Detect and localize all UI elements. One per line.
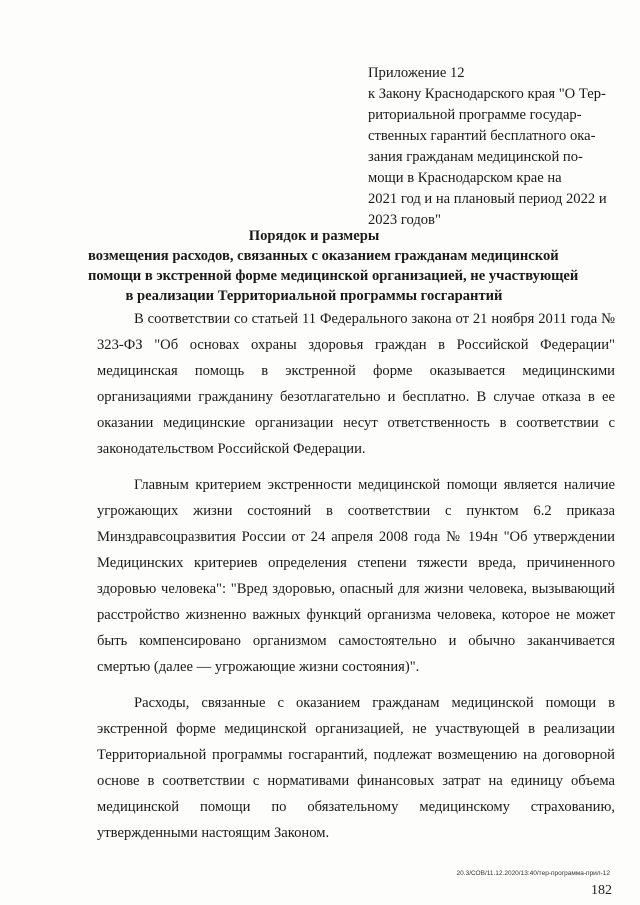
page-number: 182 <box>591 883 612 898</box>
appendix-line: зания гражданам медицинской по- <box>368 149 583 165</box>
appendix-line: 2023 годов" <box>368 212 441 228</box>
title-line: помощи в экстренной форме медицинской организацией, не участвующей <box>88 268 579 284</box>
body-paragraph: Главным критерием экстренности медицинской помощи является наличие угрожающих жизни состояний в соответствии с пунктом 6.2 приказа Минздравсоцразвития России от 24 апреля 2008 года № 194н "Об утверждении Медицинских критериев определения степени тяжести вреда, причиненного здоровью человека": "Вред здоровью, опасный для жизни человека, вызывающий расстройство жизненно важных функций организма человека, которое не может быть компенсировано организмом самостоятельно и обычно заканчивается смертью (далее — угрожающие жизни состояния)". <box>97 477 615 675</box>
title-line: Порядок и размеры <box>248 228 380 244</box>
appendix-line: мощи в Краснодарском крае на <box>368 170 562 186</box>
appendix-line: ственных гарантий бесплатного ока- <box>368 128 596 144</box>
appendix-line: риториальной программе государ- <box>368 107 582 123</box>
title-line: возмещения расходов, связанных с оказанием гражданам медицинской <box>88 248 559 264</box>
appendix-line: 2021 год и на плановый период 2022 и <box>368 191 607 207</box>
document-title <box>88 226 579 306</box>
body-paragraph: Расходы, связанные с оказанием гражданам медицинской помощи в экстренной форме медицинской организацией, не участвующей в реализации Территориальной программы госгарантий, подлежат возмещению на договорной основе в соответствии с нормативами финансовых затрат на единицу объема медицинской помощи по обязательному медицинскому страхованию, утвержденными настоящим Законом. <box>97 695 615 841</box>
appendix-line: к Закону Краснодарского края "О Тер- <box>368 86 606 102</box>
body-paragraph: В соответствии со статьей 11 Федерального закона от 21 ноября 2011 года № 323-ФЗ "Об основах охраны здоровья граждан в Российской Федерации" медицинская помощь в экстренной форме оказывается медицинскими организациями гражданину безотлагательно и бесплатно. В случае отказа в ее оказании медицинские организации несут ответственность в соответствии с законодательством Российской Федерации. <box>97 311 615 457</box>
appendix-header <box>368 63 615 231</box>
appendix-line: Приложение 12 <box>368 65 465 81</box>
document-body <box>97 306 615 846</box>
title-line: в реализации Территориальной программы госгарантий <box>125 288 503 304</box>
document-code: 20.3/СОВ/11.12.2020/13:40/тер-программа-прил-12 <box>456 870 610 877</box>
